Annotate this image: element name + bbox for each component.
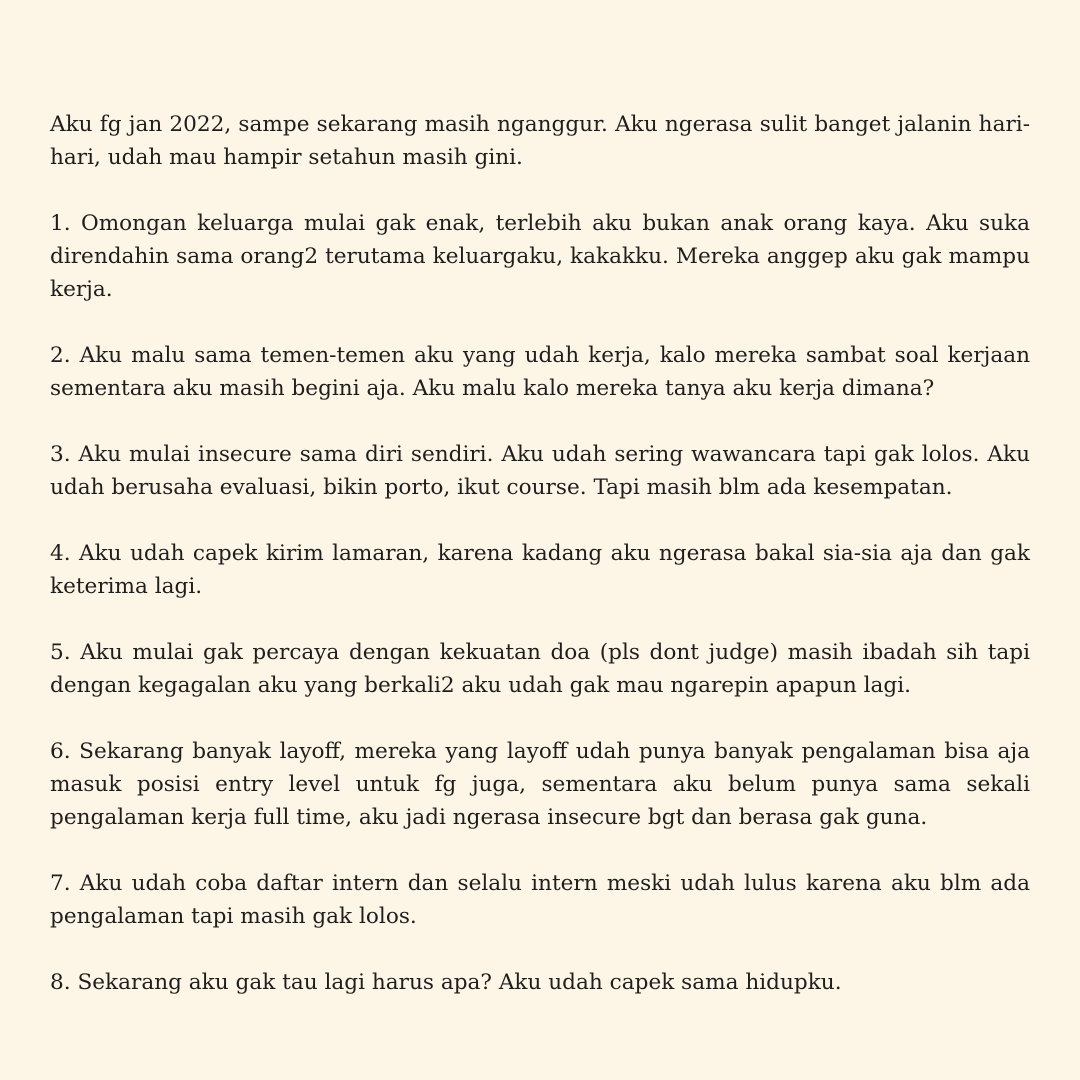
point-4-paragraph: 4. Aku udah capek kirim lamaran, karena kadang aku ngerasa bakal sia-sia aja dan gak keterima lagi. <box>50 541 1030 599</box>
point-1-paragraph: 1. Omongan keluarga mulai gak enak, terlebih aku bukan anak orang kaya. Aku suka direndahin sama orang2 terutama keluargaku, kakakku. Mereka anggep aku gak mampu kerja. <box>50 211 1030 302</box>
point-6-paragraph: 6. Sekarang banyak layoff, mereka yang layoff udah punya banyak pengalaman bisa aja masuk posisi entry level untuk fg juga, sementara aku belum punya sama sekali pengalaman kerja full time, aku jadi ngerasa insecure bgt dan berasa gak guna. <box>50 739 1030 830</box>
point-7-paragraph: 7. Aku udah coba daftar intern dan selalu intern meski udah lulus karena aku blm ada pengalaman tapi masih gak lolos. <box>50 871 1030 929</box>
point-8-paragraph: 8. Sekarang aku gak tau lagi harus apa? Aku udah capek sama hidupku. <box>50 970 842 995</box>
intro-paragraph: Aku fg jan 2022, sampe sekarang masih nganggur. Aku ngerasa sulit banget jalanin hari-hari, udah mau hampir setahun masih gini. <box>50 112 1030 170</box>
point-3-paragraph: 3. Aku mulai insecure sama diri sendiri. Aku udah sering wawancara tapi gak lolos. Aku udah berusaha evaluasi, bikin porto, ikut course. Tapi masih blm ada kesempatan. <box>50 442 1030 500</box>
point-2-paragraph: 2. Aku malu sama temen-temen aku yang udah kerja, kalo mereka sambat soal kerjaan sementara aku masih begini aja. Aku malu kalo mereka tanya aku kerja dimana? <box>50 343 1030 401</box>
post-text-block <box>50 108 1030 999</box>
point-5-paragraph: 5. Aku mulai gak percaya dengan kekuatan doa (pls dont judge) masih ibadah sih tapi dengan kegagalan aku yang berkali2 aku udah gak mau ngarepin apapun lagi. <box>50 640 1030 698</box>
